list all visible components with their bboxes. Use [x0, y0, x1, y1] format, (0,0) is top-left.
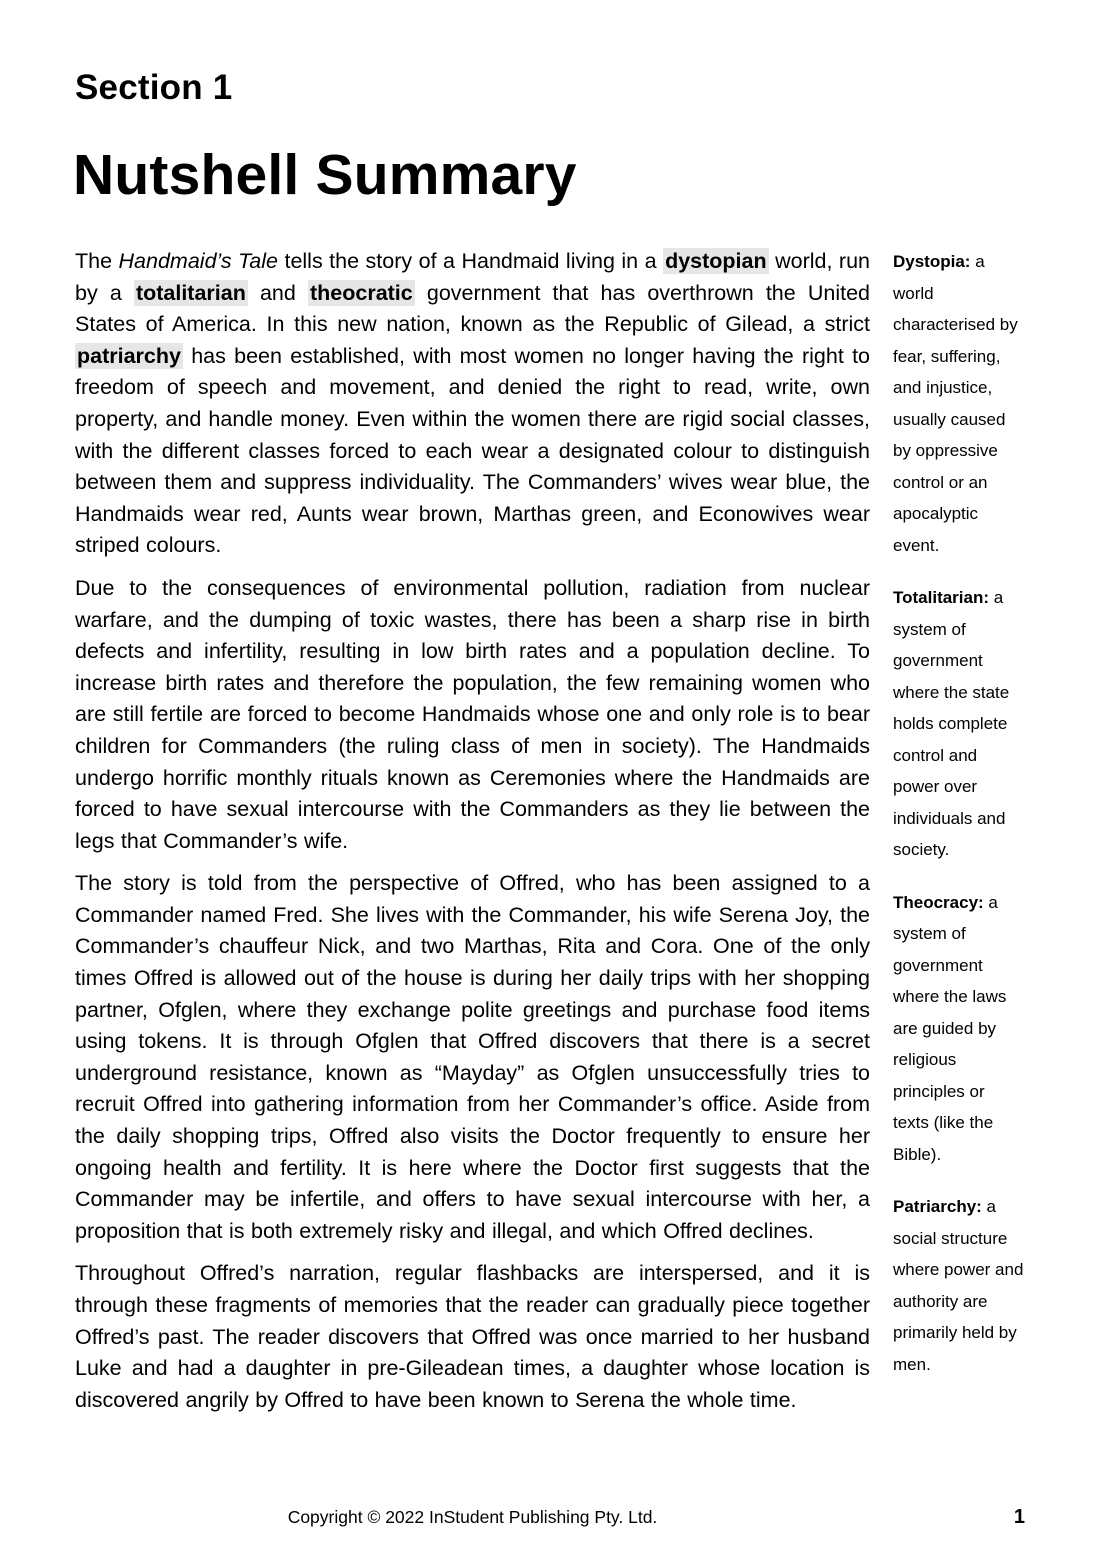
definition-text: a system of government where the state holds complete control and power over individuals and society.	[893, 588, 1010, 859]
definition-text: a world characterised by fear, suffering, and injustice, usually caused by oppressive control or an apocalyptic event.	[893, 252, 1018, 555]
definition-term: Theocracy:	[893, 892, 984, 912]
definition-term: Patriarchy:	[893, 1197, 982, 1216]
highlighted-term: totalitarian	[135, 280, 246, 305]
definition-text: a social structure where power and authority are primarily held by men.	[893, 1197, 1024, 1374]
definition-theocracy	[893, 887, 1025, 1171]
body-paragraph	[75, 246, 870, 562]
definition-term: Dystopia:	[893, 252, 971, 271]
content-area	[75, 246, 1025, 1427]
page-number: 1	[1013, 1506, 1025, 1528]
text-run: world, run by a	[75, 249, 870, 305]
page-footer	[75, 1504, 1025, 1536]
copyright-text: Copyright © 2022 InStudent Publishing Pty. Ltd.	[287, 1507, 658, 1527]
definition-text: a system of government where the laws are guided by religious principles or texts (like the Bible).	[893, 892, 1007, 1164]
body-paragraph	[75, 573, 870, 857]
book-title-italic: Handmaid’s Tale	[118, 249, 278, 273]
text-run: The story is told from the perspective of Offred, who has been assigned to a Commander named Fred. She lives with the Commander, his wife Serena Joy, the Commander’s chauffeur Nick, and two Marthas, Rita and Cora. One of the only times Offred is allowed out of the house is during her daily trips with her shopping partner, Ofglen, where they exchange polite greetings and purchase food items using tokens. It is through Ofglen that Offred discovers that there is a secret underground resistance, known as “Mayday” as Ofglen unsuccessfully tries to recruit Offred into gathering information from her Commander’s office. Aside from the daily shopping trips, Offred also visits the Doctor frequently to ensure her ongoing health and fertility. It is here where the Doctor first suggests that the Commander may be infertile, and offers to have sexual intercourse with her, a proposition that is both extremely risky and illegal, and which Offred declines.	[75, 871, 870, 1243]
body-paragraph	[75, 868, 870, 1247]
text-run: government that has overthrown the United States of America. In this new nation, known as the Republic of Gilead, a strict	[75, 280, 870, 337]
text-run: Due to the consequences of environmental pollution, radiation from nuclear warfare, and the dumping of toxic wastes, there has been a sharp rise in birth defects and infertility, resulting in low birth rates and a population decline. To increase birth rates and therefore the population, the few remaining women who are still fertile are forced to become Handmaids whose one and only role is to bear children for Commanders (the ruling class of men in society). The Handmaids undergo horrific monthly rituals known as Ceremonies where the Handmaids are forced to have sexual intercourse with the Commanders as they lie between the legs that Commander’s wife.	[75, 575, 870, 853]
text-run: has been established, with most women no longer having the right to freedom of speech and movement, and denied the right to read, write, own property, and handle money. Even within the women there are rigid social classes, with the different classes forced to each wear a designated colour to distinguish between them and suppress individuality. The Commanders’ wives wear blue, the Handmaids wear red, Aunts wear brown, Marthas green, and Econowives wear striped colours.	[75, 343, 870, 558]
text-run: tells the story of a Handmaid living in a	[278, 249, 664, 273]
body-paragraph	[75, 1258, 870, 1416]
page-title: Nutshell Summary	[73, 143, 577, 207]
definitions-sidebar	[893, 246, 1025, 1427]
section-label: Section 1	[75, 68, 233, 107]
definition-patriarchy	[893, 1191, 1025, 1380]
highlighted-term: dystopian	[665, 249, 767, 273]
text-run: and	[247, 280, 308, 305]
text-run: The	[75, 249, 119, 273]
text-run: Throughout Offred’s narration, regular flashbacks are interspersed, and it is through these fragments of memories that the reader can gradually piece together Offred’s past. The reader discovers that Offred was once married to her husband Luke and had a daughter in pre-Gileadean times, a daughter whose location is discovered angrily by Offred to have been known to Serena the whole time.	[75, 1261, 870, 1412]
highlighted-term: patriarchy	[77, 343, 181, 368]
main-text-column	[75, 246, 870, 1427]
definition-term: Totalitarian:	[893, 588, 990, 607]
highlighted-term: theocratic	[309, 280, 413, 305]
definition-totalitarian	[893, 582, 1025, 866]
definition-dystopia	[893, 246, 1025, 561]
